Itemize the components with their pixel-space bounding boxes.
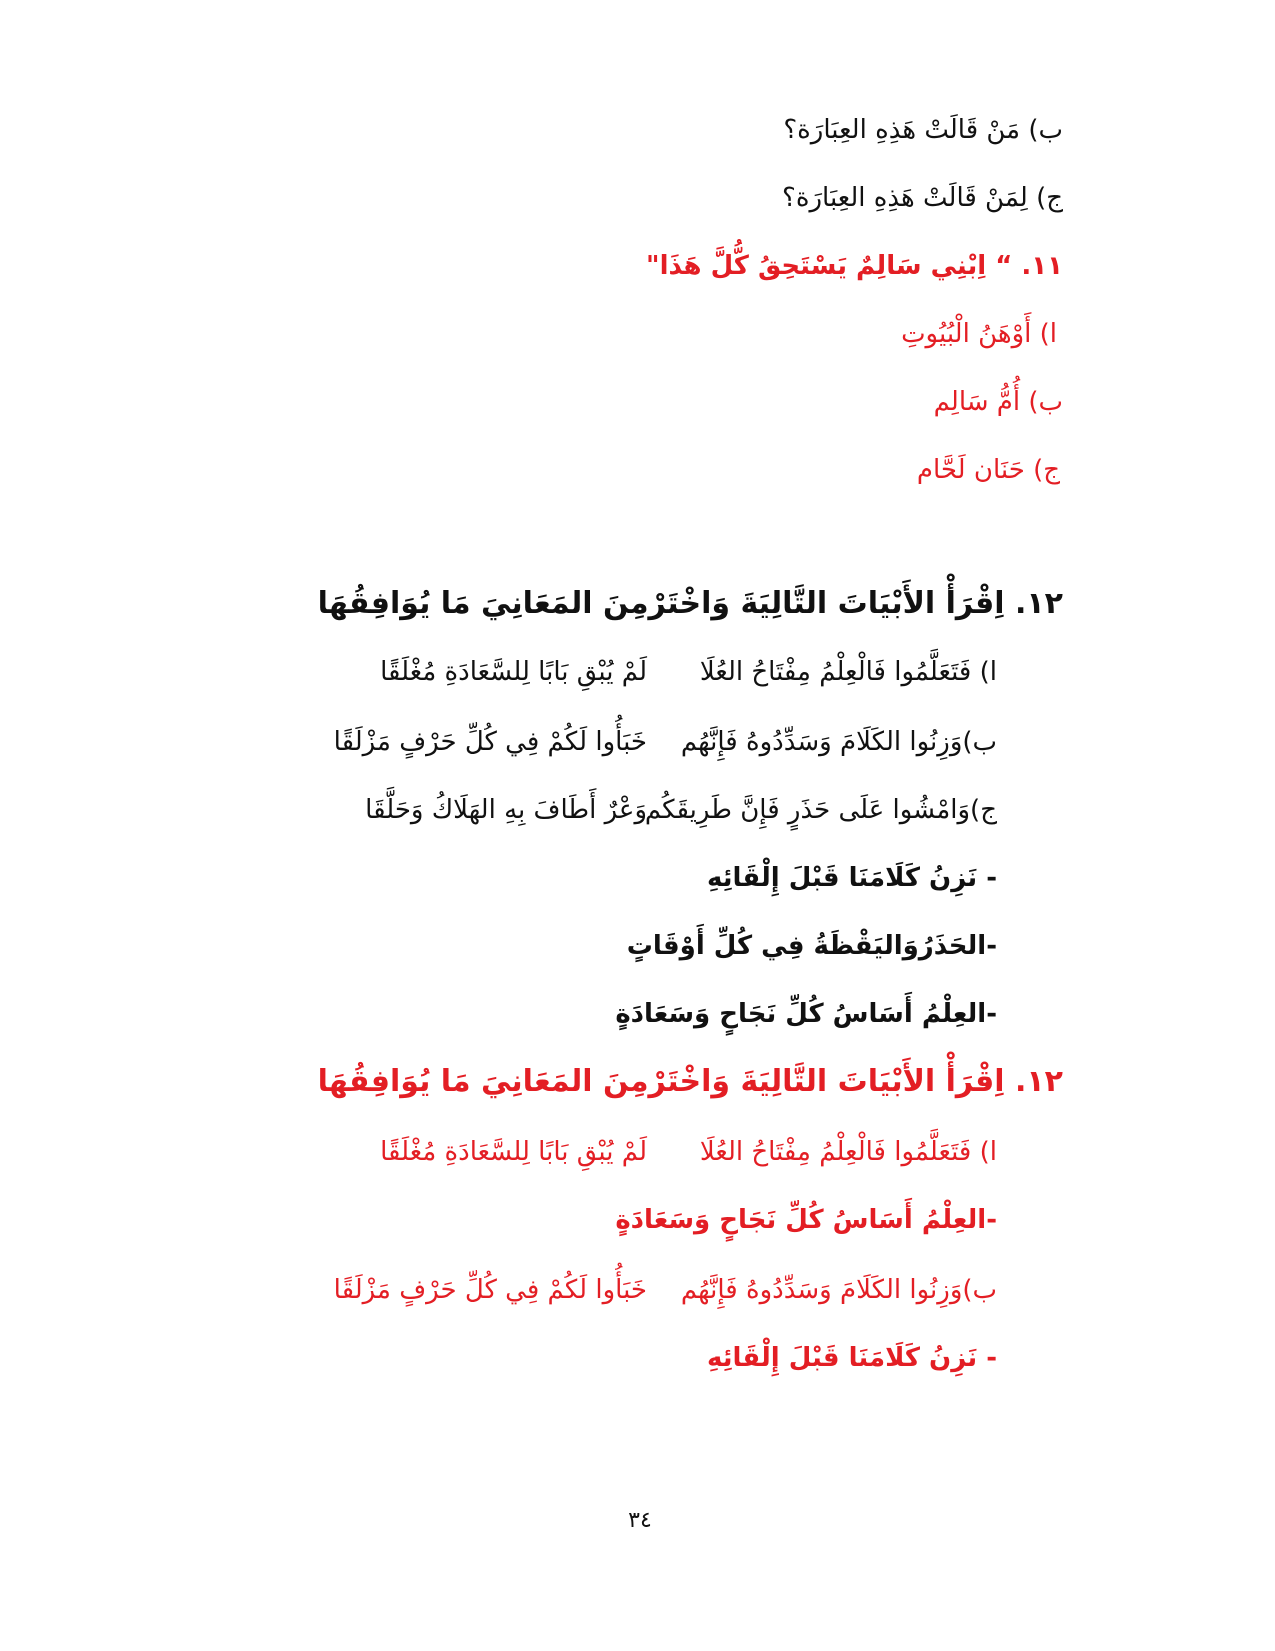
q11-option-a: ا) أَوْهَنُ الْبُيُوتِ	[901, 319, 1057, 349]
q12-verse-a-second: لَمْ يُبْقِ بَابًا لِلسَّعَادَةِ مُغْلَقًا	[380, 657, 647, 687]
q11-option-b: ب) أُمُّ سَالِم	[933, 387, 1063, 417]
q12-answer-verse-a-second: لَمْ يُبْقِ بَابًا لِلسَّعَادَةِ مُغْلَقًا	[380, 1137, 647, 1167]
q12-answer-meaning-1: -العِلْمُ أَسَاسُ كُلِّ نَجَاحٍ وَسَعَادَةٍ	[615, 1205, 997, 1235]
q12-meaning-3: -العِلْمُ أَسَاسُ كُلِّ نَجَاحٍ وَسَعَادَةٍ	[615, 999, 997, 1029]
q12-answer-verse-b-first: ب)وَزِنُوا الكَلَامَ وَسَدِّدُوهُ فَإِنَّهُم	[680, 1275, 997, 1305]
page-number: ٣٤	[628, 1508, 652, 1533]
q12-answer-verse-b-second: خَبَأُوا لَكُمْ فِي كُلِّ حَرْفٍ مَزْلَقًا	[333, 1275, 647, 1305]
option-b-who-said: ب) مَنْ قَالَتْ هَذِهِ العِبَارَة؟	[783, 115, 1063, 145]
question-12-title: ١٢. اِقْرَأْ الأَبْيَاتَ التَّالِيَةَ وَاخْتَرْمِنَ المَعَانِيَ مَا يُوَافِقُهَا	[317, 586, 1063, 621]
q12-verse-a-first: ا) فَتَعَلَّمُوا فَالْعِلْمُ مِفْتَاحُ العُلَا	[699, 657, 997, 687]
q12-answer-meaning-2: - نَزِنُ كَلَامَنَا قَبْلَ إِلْقَائِهِ	[707, 1343, 997, 1373]
q12-answer-verse-a-first: ا) فَتَعَلَّمُوا فَالْعِلْمُ مِفْتَاحُ العُلَا	[699, 1137, 997, 1167]
q12-verse-b-second: خَبَأُوا لَكُمْ فِي كُلِّ حَرْفٍ مَزْلَقًا	[333, 727, 647, 757]
q12-verse-b-first: ب)وَزِنُوا الكَلَامَ وَسَدِّدُوهُ فَإِنَّهُم	[680, 727, 997, 757]
q11-option-j: ج) حَنَان لَحَّام	[916, 455, 1060, 485]
question-11-title: ١١. “ اِبْنِي سَالِمٌ يَسْتَحِقُ كُّلَّ هَذَا"	[646, 251, 1063, 281]
q12-meaning-2: -الحَذَرُوَاليَقْظَةُ فِي كُلِّ أَوْقَاتٍ	[626, 931, 997, 961]
q12-meaning-1: - نَزِنُ كَلَامَنَا قَبْلَ إِلْقَائِهِ	[707, 863, 997, 893]
option-j-to-whom: ج) لِمَنْ قَالَتْ هَذِهِ العِبَارَة؟	[782, 183, 1063, 213]
question-12-answer-title: ١٢. اِقْرَأْ الأَبْيَاتَ التَّالِيَةَ وَاخْتَرْمِنَ المَعَانِيَ مَا يُوَافِقُهَا	[317, 1064, 1063, 1099]
q12-verse-j-second: وَعْرٌ أَطَافَ بِهِ الهَلَاكُ وَحَلَّقَا	[365, 795, 647, 825]
q12-verse-j-first: ج)وَامْشُوا عَلَى حَذَرٍ فَإِنَّ طَرِيقَكُم	[644, 795, 997, 825]
